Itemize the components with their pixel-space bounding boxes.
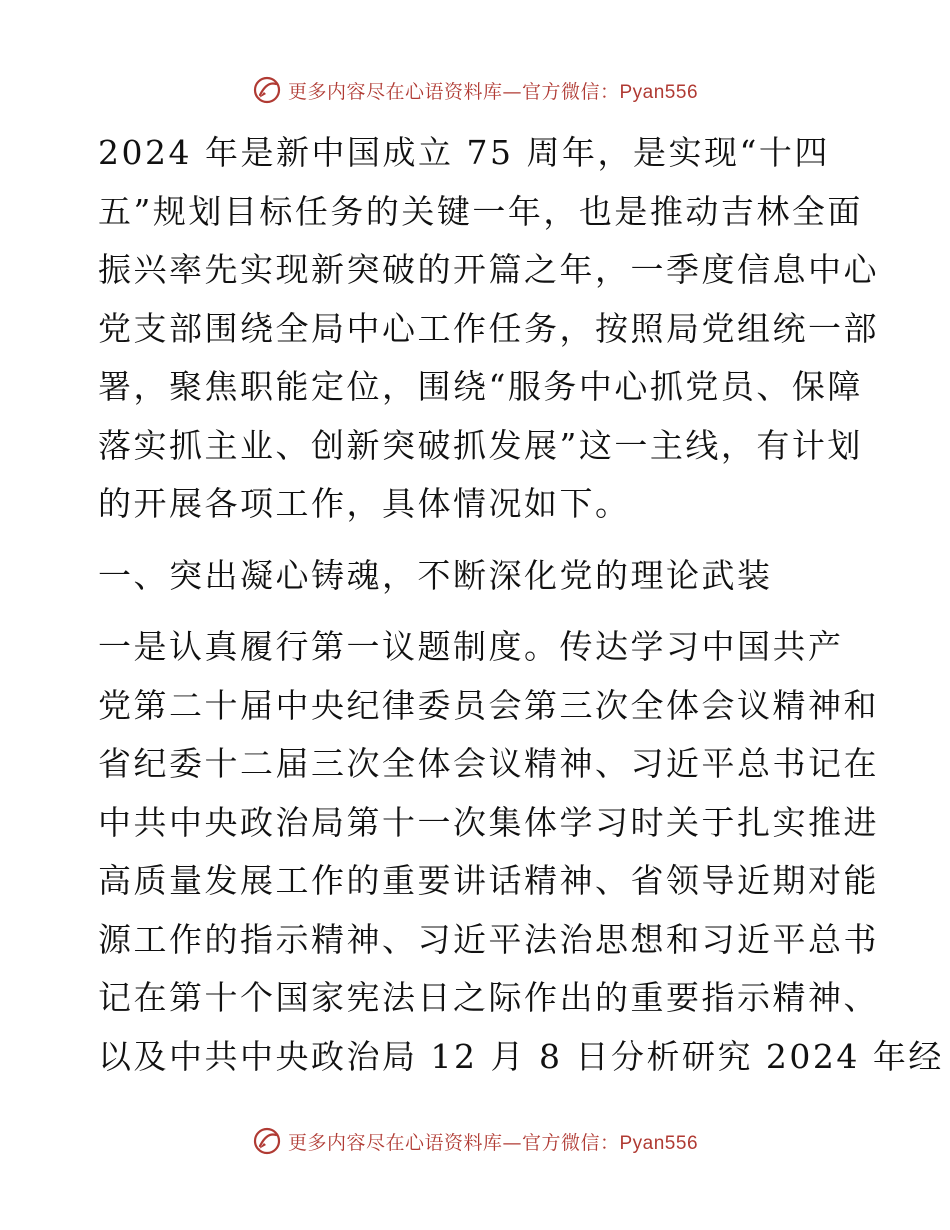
- watermark-wechat-id: Pyan556: [619, 81, 699, 103]
- text-line: 党支部围绕全局中心工作任务，按照局党组统一部: [98, 308, 879, 348]
- paragraph-intro: [98, 124, 879, 534]
- text-line: 中共中央政治局第十一次集体学习时关于扎实推进: [98, 802, 879, 842]
- pen-logo-icon: [252, 75, 282, 105]
- pen-logo-icon: [252, 1126, 282, 1156]
- watermark-text: [288, 1128, 698, 1155]
- heading-line: 一、突出凝心铸魂，不断深化党的理论武装: [98, 555, 773, 595]
- text-line: 2024 年是新中国成立 75 周年，是实现“十四: [98, 133, 830, 172]
- watermark-dash: —: [502, 1131, 522, 1154]
- text-line: 五”规划目标任务的关键一年，也是推动吉林全面: [98, 191, 863, 231]
- watermark-site: 更多内容尽在心语资料库: [287, 80, 503, 103]
- text-line: 高质量发展工作的重要讲话精神、省领导近期对能: [98, 861, 879, 900]
- text-line: 源工作的指示精神、习近平法治思想和习近平总书: [98, 919, 879, 959]
- paragraph-first-point: [98, 618, 944, 1086]
- text-line: 署，聚焦职能定位，围绕“服务中心抓党员、保障: [98, 367, 863, 406]
- text-line: 省纪委十二届三次全体会议精神、习近平总书记在: [98, 744, 879, 783]
- watermark-dash: —: [502, 80, 522, 103]
- watermark-contact: 官方微信：: [521, 1131, 620, 1154]
- text-line: 振兴率先实现新突破的开篇之年，一季度信息中心: [98, 250, 879, 289]
- watermark-contact: 官方微信：: [521, 80, 620, 103]
- header-watermark: [0, 72, 950, 108]
- text-line: 一是认真履行第一议题制度。传达学习中国共产: [98, 627, 844, 666]
- footer-watermark: [0, 1123, 950, 1159]
- watermark-text: [288, 77, 698, 104]
- text-line: 记在第十个国家宪法日之际作出的重要指示精神、: [98, 978, 879, 1017]
- text-line: 党第二十届中央纪律委员会第三次全体会议精神和: [98, 685, 879, 725]
- body-text: [98, 124, 944, 1086]
- text-line: 以及中共中央政治局 12 月 8 日分析研究 2024 年经: [98, 1036, 944, 1076]
- text-line: 落实抓主业、创新突破抓发展”这一主线，有计划: [98, 425, 863, 465]
- watermark-wechat-id: Pyan556: [619, 1132, 699, 1154]
- text-line: 的开展各项工作，具体情况如下。: [98, 484, 631, 523]
- watermark-site: 更多内容尽在心语资料库: [287, 1131, 503, 1154]
- section-heading: [98, 547, 858, 606]
